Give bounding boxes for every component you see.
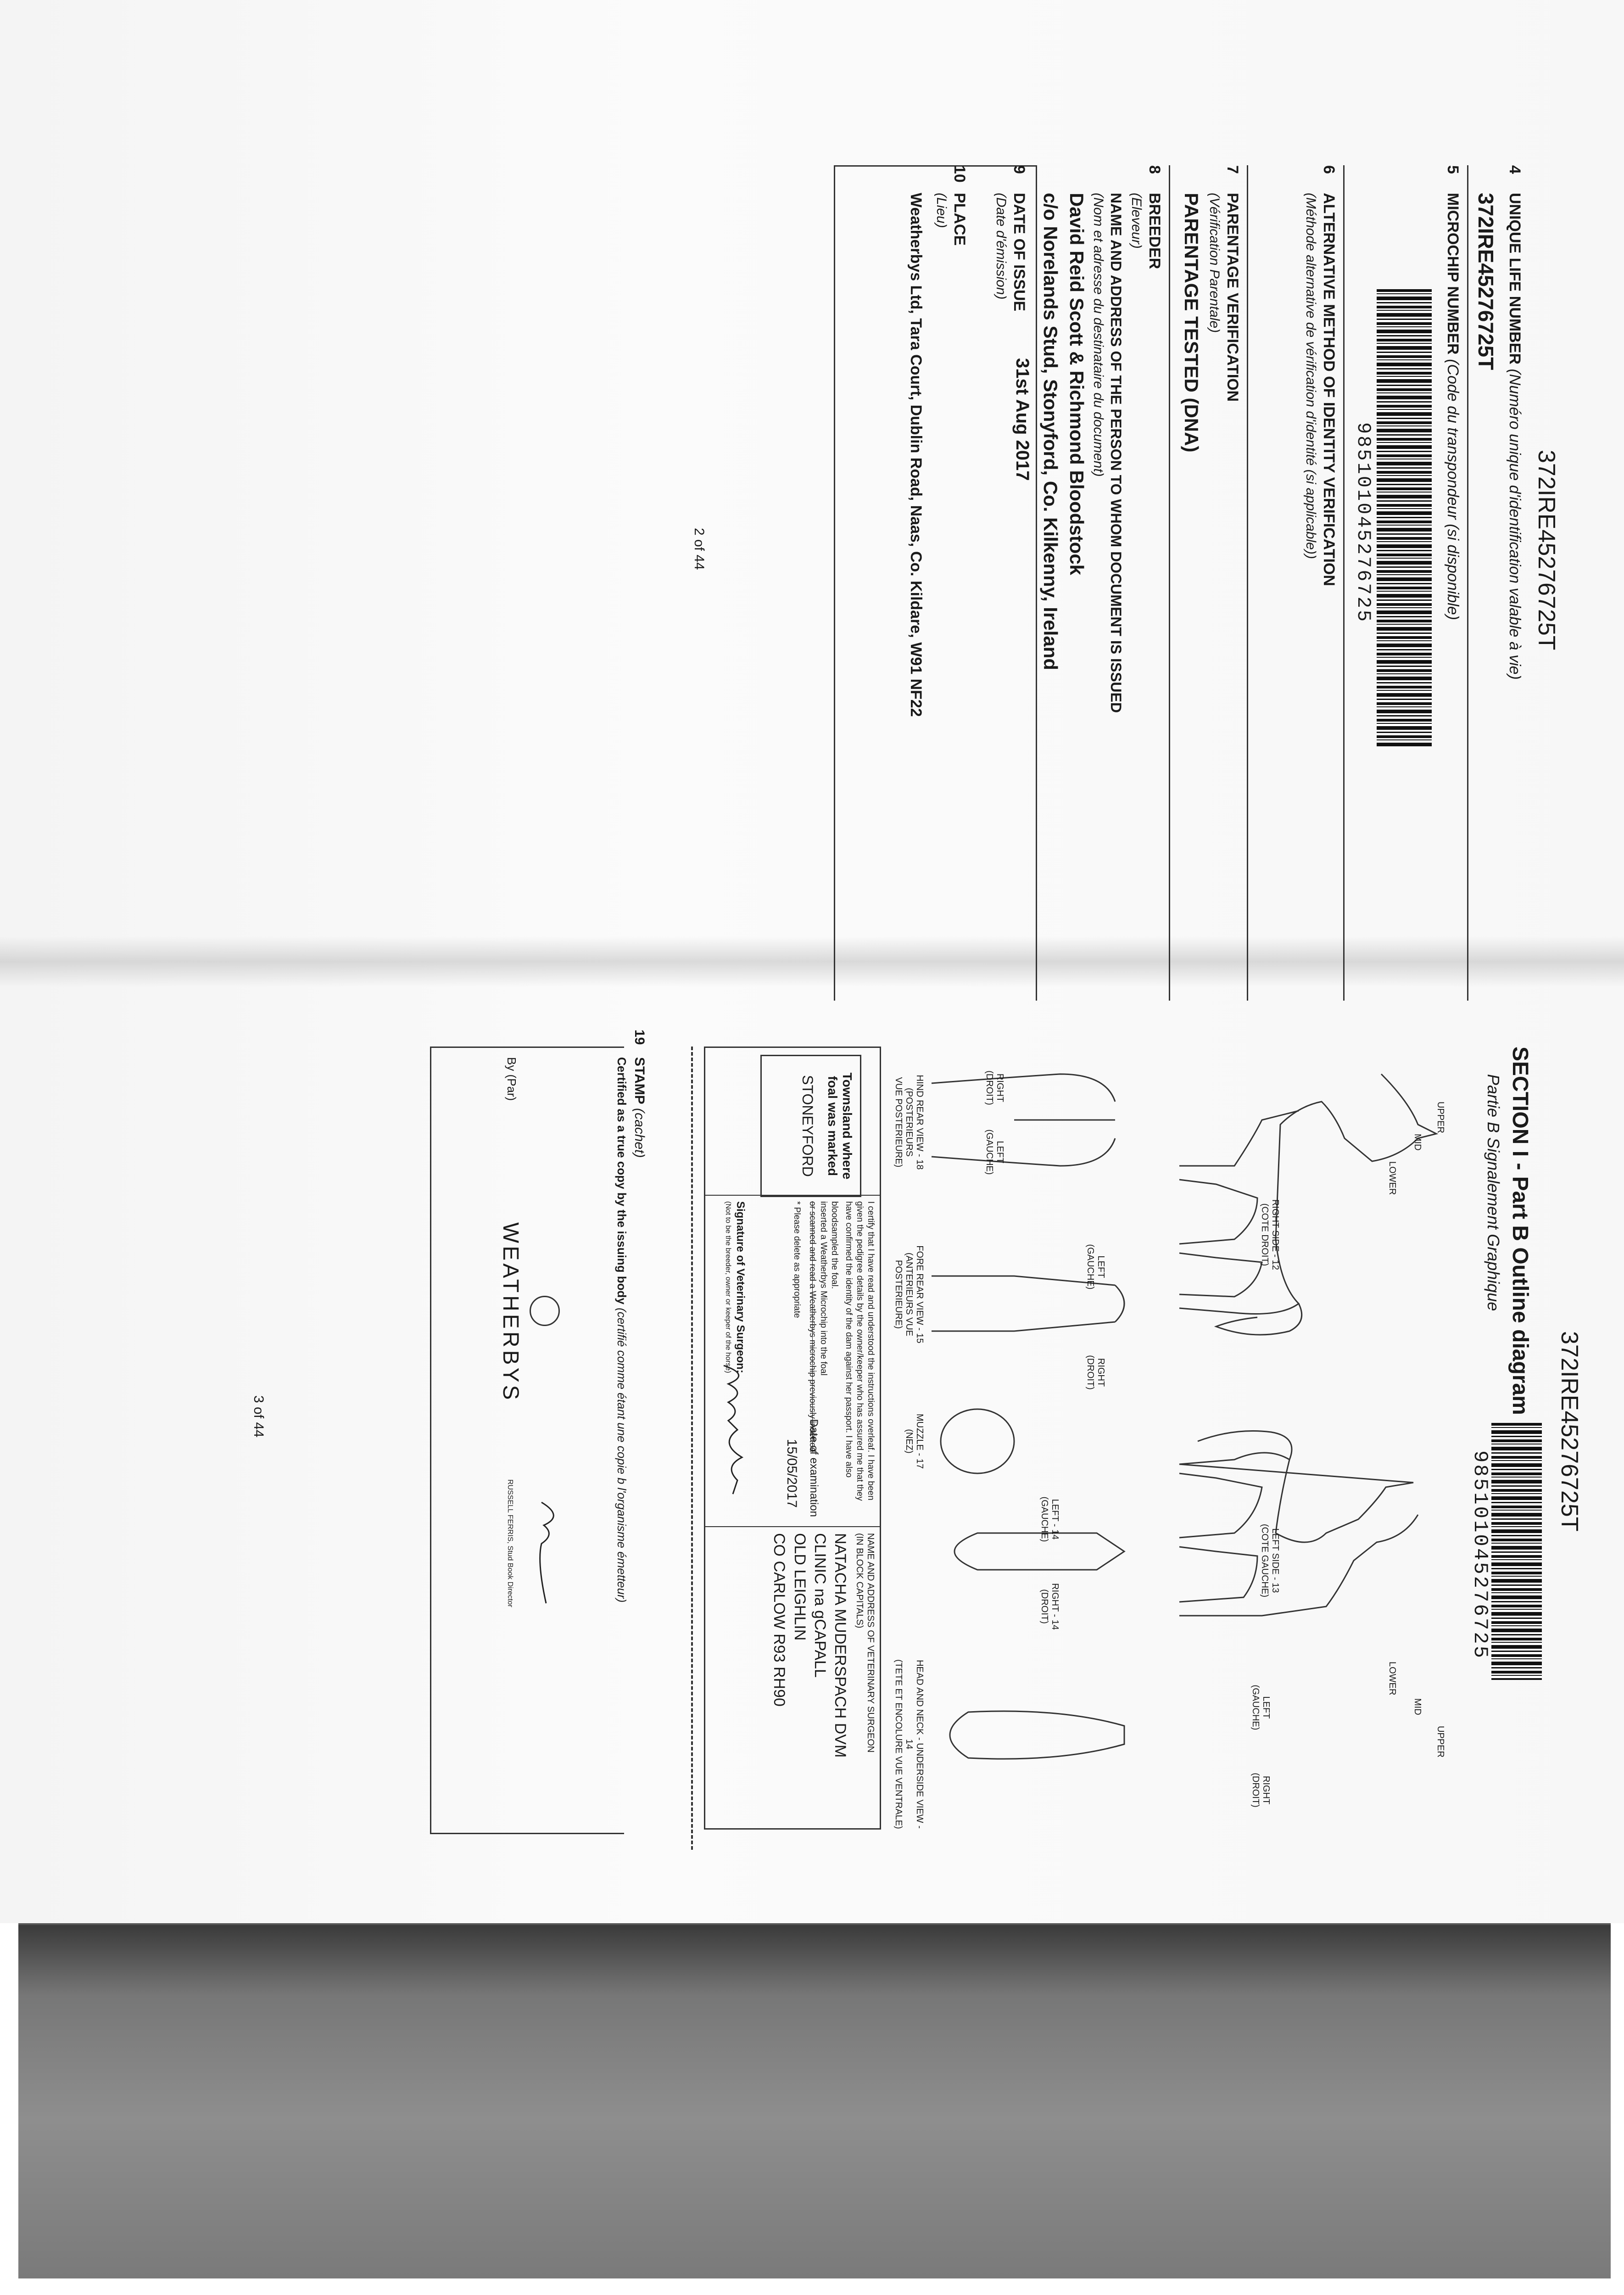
- certify-text: I certify that I have read and understood the instructions overleaf. I have been given the pedigree details by the owner/keeper who has assured me that they have confirmed the identity of the dam against her passport. I have also: [844, 1201, 876, 1501]
- parentage-value: PARENTAGE TESTED (DNA): [1181, 193, 1202, 453]
- section-subtitle: Partie B Signalement Graphique: [1484, 1074, 1503, 1311]
- caption-head-neck: HEAD AND NECK - UNDERSIDE VIEW - 14 (TETE ET ENCOLURE VUE VENTRALE): [893, 1659, 925, 1829]
- hind-rear-view: [932, 1074, 1115, 1166]
- date-of-examination-label: Date of examination: [808, 1419, 820, 1517]
- head-underside-view: [950, 1711, 1124, 1759]
- diagram-barcode: [1491, 1423, 1542, 1680]
- vet-name-line-4: CO CARLOW R93 RH90: [770, 1533, 788, 1707]
- divider: [1247, 165, 1248, 1001]
- label-mid-right: MID: [1412, 1134, 1423, 1151]
- diagram-barcode-number: 985101045276725: [1468, 1450, 1491, 1660]
- page-3-panel: [229, 1030, 1583, 1859]
- label-upper-left: UPPER: [1435, 1726, 1445, 1758]
- breeder-name: David Reid Scott & Richmond Bloodstock: [1066, 193, 1088, 576]
- label-left-fore: LEFT (GAUCHE): [1085, 1244, 1106, 1290]
- left-side-horse: [1179, 1453, 1418, 1616]
- vet-name-line-1: NATACHA MUDERSPACH DVM: [832, 1533, 849, 1758]
- scanner-background: [18, 1923, 1611, 2278]
- page-2-panel: 372IRE45276725T 4 UNIQUE LIFE NUMBER (Numéro unique d'identification valable à vie) 372IRE45276725T 5 MICROCHIP NUMBER (Code du transpondeur (si disponible) 985101045276725 6 ALTERNATIVE METHOD OF IDENTITY VERIFICATION (Méthode alternative de vérification d'identité (si applicable)) 7 PARENTAGE VERIFICATION (Vérification Parentale) PARENTAGE TESTED (DNA) 8 BREEDER (Eleveur) NAME AND ADDRESS OF THE PERSON TO WHOM DOCUMENT IS ISSUED (Nom et adresse du destinataire du document) David Reid Scott & Richmond Bloodstock c/o Norelands Stud, Stonyford, Co. Kilkenny, Ireland 9 DATE OF ISSUE 31st Aug 2017 (Date d'émission) 10 PLACE (Lieu) Weatherbys Ltd, Tara Court, Dublin Road, Naas, Co. Kildare, W91 NF22 2 of 44: [229, 165, 1560, 1028]
- divider: [834, 165, 835, 1001]
- outline-diagram: [893, 1047, 1491, 1829]
- vet-name-line-2: CLINIC na gCAPALL: [811, 1533, 829, 1678]
- signature-scribble: [714, 1361, 756, 1499]
- microchip-barcode: [1377, 289, 1432, 748]
- stamp-box: [430, 1030, 647, 1834]
- microchip-barcode-number: 985101045276725: [1352, 422, 1374, 624]
- stamp-number: 19: [632, 1030, 647, 1045]
- divider: [1169, 165, 1170, 1001]
- label-right-hind: RIGHT (DROIT): [984, 1070, 1005, 1105]
- option-microchip: inserted a Weatherbys Microchip into the foal: [819, 1201, 828, 1376]
- stamp-signatory: RUSSELL FERRIS, Stud Book Director: [506, 1479, 514, 1607]
- label-left-14: LEFT - 14 (GAUCHE): [1039, 1496, 1060, 1542]
- weatherbys-crest-icon: [530, 1296, 560, 1326]
- stamp-label-fr: (cachet): [632, 1108, 647, 1158]
- divider: [1467, 165, 1468, 1001]
- stamp-cert: Certified as a true copy by the issuing body: [615, 1057, 629, 1304]
- label-left: LEFT (GAUCHE): [1250, 1685, 1271, 1730]
- label-upper-right: UPPER: [1435, 1102, 1445, 1133]
- vet-header: NAME AND ADDRESS OF VETERINARY SURGEON (IN BLOCK CAPITALS): [854, 1533, 876, 1753]
- label-lower-left: LOWER: [1387, 1662, 1397, 1696]
- label-left-side: LEFT SIDE - 13 (COTE GAUCHE): [1260, 1524, 1280, 1597]
- divider: [1036, 165, 1037, 1001]
- page-number: 2 of 44: [692, 528, 707, 570]
- stamp-signature-scribble: [528, 1498, 569, 1608]
- section-title: SECTION I - Part B Outline diagram: [1508, 1047, 1532, 1415]
- caption-hind-rear: HIND REAR VIEW - 18 (POSTERIEURS VUE POSTERIEURE): [893, 1075, 925, 1170]
- stamp-cert-fr: (certifié comme étant une copie b l'organisme émetteur): [615, 1308, 629, 1603]
- label-lower-right: LOWER: [1387, 1161, 1397, 1195]
- breeder-address: c/o Norelands Stud, Stonyford, Co. Kilkenny, Ireland: [1040, 193, 1061, 671]
- label-right-side: RIGHT SIDE - 12 (COTE DROIT): [1260, 1199, 1280, 1271]
- vet-signature-note: (Not to be the breeder, owner or keeper of the horse): [724, 1201, 732, 1373]
- divider: [1343, 165, 1345, 1001]
- box-edge: [835, 165, 1037, 167]
- label-right-14: RIGHT - 14 (DROIT): [1039, 1583, 1060, 1630]
- label-mid-left: MID: [1412, 1698, 1423, 1715]
- vet-signature: [708, 1361, 756, 1499]
- vet-name-column: [705, 1528, 880, 1826]
- stamp-by: By (Par): [505, 1057, 519, 1101]
- page-3-header-number: 372IRE45276725T: [1556, 1331, 1583, 1532]
- label-left-hind: LEFT (GAUCHE): [984, 1129, 1005, 1175]
- option-bloodsampled: bloodsampled the foal.: [829, 1201, 839, 1289]
- place-value: Weatherbys Ltd, Tara Court, Dublin Road, Naas, Co. Kildare, W91 NF22: [907, 193, 925, 717]
- muzzle-view: [941, 1409, 1014, 1473]
- right-side-horse: [1179, 1074, 1436, 1314]
- date-of-issue-value: 31st Aug 2017: [1012, 358, 1032, 481]
- vet-signature-label: Signature of Veterinary Surgeon:: [734, 1201, 747, 1373]
- cut-line: [691, 1047, 693, 1850]
- caption-fore-rear: FORE REAR VIEW - 15 (ANTERIEURS VUE POSTERIEURE): [893, 1245, 925, 1343]
- date-of-examination-value: 15/05/2017: [784, 1439, 799, 1508]
- stamp-label: STAMP: [632, 1057, 647, 1104]
- label-right: RIGHT (DROIT): [1250, 1773, 1271, 1808]
- stamp-signature: [528, 1498, 569, 1608]
- vet-certificate-column: [705, 1195, 880, 1527]
- vet-name-line-3: OLD LEIGHLIN: [791, 1533, 809, 1641]
- page-2-header-number: 372IRE45276725T: [1533, 450, 1560, 650]
- unique-life-number-value: 372IRE45276725T: [1474, 193, 1498, 370]
- please-delete-note: * Please delete as appropriate: [792, 1201, 802, 1318]
- label-right-fore: RIGHT (DROIT): [1085, 1355, 1106, 1390]
- option-scanned: or scanned and read a Weatherbys microchip previously inserted: [808, 1201, 818, 1452]
- townland-label: Townsland where foal was marked: [826, 1072, 854, 1180]
- townland-value: STONEYFORD: [799, 1075, 816, 1177]
- townland-box: [760, 1055, 861, 1197]
- weatherbys-logo: WEATHERBYS: [498, 1222, 523, 1403]
- page-number: 3 of 44: [251, 1395, 266, 1438]
- caption-muzzle: MUZZLE - 17 (NEZ): [904, 1413, 925, 1469]
- vet-certification-box: [704, 1047, 881, 1830]
